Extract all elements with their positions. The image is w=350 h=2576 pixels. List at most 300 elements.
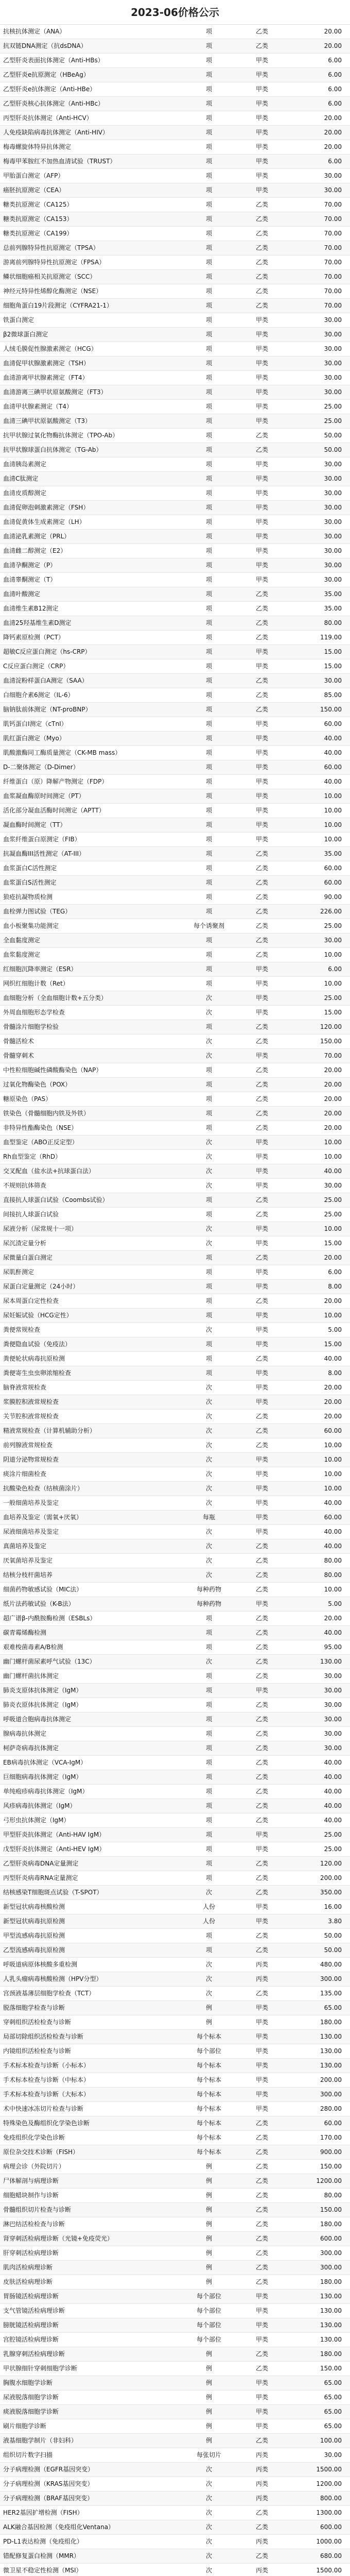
item-price: 20.00 xyxy=(290,126,350,140)
item-grade: 乙类 xyxy=(234,1352,290,1366)
table-row xyxy=(0,1727,350,1741)
item-unit: 次 xyxy=(184,1467,234,1482)
item-unit: 例 xyxy=(184,2405,234,2419)
item-grade: 乙类 xyxy=(234,299,290,313)
item-name: 尿本周蛋白定性检查 xyxy=(0,1294,184,1309)
item-name: 凝血酶时间测定（TT） xyxy=(0,818,184,833)
item-price: 10.00 xyxy=(290,789,350,804)
item-grade: 甲类 xyxy=(234,2030,290,2044)
item-name: 血培养及鉴定（需氧+厌氧） xyxy=(0,1511,184,1525)
item-grade: 甲类 xyxy=(234,732,290,746)
item-unit: 每个标本 xyxy=(184,2116,234,2131)
item-unit: 项 xyxy=(184,54,234,68)
item-unit: 项 xyxy=(184,328,234,342)
item-price: 16.00 xyxy=(290,1900,350,1914)
item-price: 70.00 xyxy=(290,212,350,227)
item-name: 宫腔镜活检病理诊断 xyxy=(0,2333,184,2347)
table-row xyxy=(0,2448,350,2463)
item-price: 30.00 xyxy=(290,457,350,472)
item-price: 180.00 xyxy=(290,2217,350,2232)
table-row xyxy=(0,587,350,602)
item-unit: 例 xyxy=(184,2217,234,2232)
item-price: 30.00 xyxy=(290,313,350,328)
item-name: 血小板聚集功能测定 xyxy=(0,919,184,934)
item-unit: 项 xyxy=(184,732,234,746)
item-grade: 甲类 xyxy=(234,140,290,155)
table-row xyxy=(0,126,350,140)
item-name: 血清促卵泡刺激素测定（FSH） xyxy=(0,501,184,515)
item-grade: 乙类 xyxy=(234,1092,290,1107)
item-grade: 甲类 xyxy=(234,2376,290,2391)
item-name: 甲型肝炎抗体测定（Anti-HAV IgM） xyxy=(0,1828,184,1842)
item-name: 血清叶酸测定 xyxy=(0,587,184,602)
item-unit: 每张切片 xyxy=(184,2448,234,2463)
table-row xyxy=(0,1713,350,1727)
item-name: 痰液脱落细胞学诊断 xyxy=(0,2405,184,2419)
item-price: 3.80 xyxy=(290,1914,350,1929)
item-name: 骨髓组织切片检查与诊断 xyxy=(0,2203,184,2217)
item-price: 70.00 xyxy=(290,227,350,241)
item-name: 糖类抗原测定（CA199） xyxy=(0,227,184,241)
table-row xyxy=(0,328,350,342)
item-grade: 甲类 xyxy=(234,2290,290,2304)
item-grade: 乙类 xyxy=(234,602,290,616)
item-unit: 项 xyxy=(184,342,234,357)
item-unit: 例 xyxy=(184,2174,234,2189)
item-price: 130.00 xyxy=(290,2290,350,2304)
item-grade: 甲类 xyxy=(234,1280,290,1294)
item-price: 226.00 xyxy=(290,905,350,919)
item-grade: 乙类 xyxy=(234,1121,290,1136)
price-table xyxy=(0,25,350,2576)
item-grade: 丙类 xyxy=(234,2564,290,2576)
item-grade: 甲类 xyxy=(234,659,290,674)
table-row xyxy=(0,530,350,544)
table-row xyxy=(0,1958,350,1972)
item-name: 巨细胞病毒抗体测定（IgM） xyxy=(0,1770,184,1785)
item-grade: 乙类 xyxy=(234,1626,290,1640)
item-unit: 次 xyxy=(184,2463,234,2477)
table-row xyxy=(0,68,350,82)
item-unit: 次 xyxy=(184,1972,234,1987)
item-unit: 项 xyxy=(184,212,234,227)
item-grade: 甲类 xyxy=(234,1222,290,1236)
item-price: 1000.00 xyxy=(290,2535,350,2549)
item-grade: 乙类 xyxy=(234,2145,290,2160)
item-grade: 甲类 xyxy=(234,328,290,342)
item-grade: 甲类 xyxy=(234,804,290,818)
item-price: 119.00 xyxy=(290,631,350,645)
item-grade: 甲类 xyxy=(234,717,290,732)
item-price: 70.00 xyxy=(290,241,350,256)
item-grade: 甲类 xyxy=(234,400,290,414)
table-row xyxy=(0,1482,350,1496)
table-row xyxy=(0,371,350,385)
table-row xyxy=(0,905,350,919)
item-price: 130.00 xyxy=(290,2304,350,2318)
table-row xyxy=(0,2044,350,2059)
item-price: 60.00 xyxy=(290,1424,350,1438)
item-price: 130.00 xyxy=(290,2059,350,2073)
item-price: 60.00 xyxy=(290,717,350,732)
item-name: 活化部分凝血活酶时间测定（APTT） xyxy=(0,804,184,818)
table-row xyxy=(0,2116,350,2131)
item-price: 135.00 xyxy=(290,1987,350,2001)
item-name: 血清三碘甲状原氨酸测定（T3） xyxy=(0,414,184,429)
item-unit: 次 xyxy=(184,1136,234,1150)
item-price: 150.00 xyxy=(290,2160,350,2174)
table-row xyxy=(0,1020,350,1035)
item-name: 柯萨奇病毒抗体测定 xyxy=(0,1741,184,1756)
item-unit: 项 xyxy=(184,385,234,400)
item-grade: 乙类 xyxy=(234,2520,290,2535)
item-name: 分子病理检测（BRAF基因突变） xyxy=(0,2492,184,2506)
item-name: 皮肤活检病理诊断 xyxy=(0,2275,184,2290)
item-name: 抗甲状腺球蛋白抗体测定（TG-Ab） xyxy=(0,443,184,457)
item-price: 30.00 xyxy=(290,674,350,688)
item-price: 25.00 xyxy=(290,1208,350,1222)
item-grade: 乙类 xyxy=(234,1799,290,1814)
item-name: 尿液细菌培养及鉴定 xyxy=(0,1525,184,1539)
item-grade: 甲类 xyxy=(234,2318,290,2333)
item-price: 8.00 xyxy=(290,1280,350,1294)
item-price: 10.00 xyxy=(290,1309,350,1323)
item-price: 6.00 xyxy=(290,82,350,97)
item-grade: 乙类 xyxy=(234,2362,290,2376)
item-grade: 甲类 xyxy=(234,68,290,82)
item-grade: 乙类 xyxy=(234,1741,290,1756)
item-name: 糖类抗原测定（CA153） xyxy=(0,212,184,227)
item-price: 40.00 xyxy=(290,775,350,789)
table-row xyxy=(0,1511,350,1525)
item-price: 40.00 xyxy=(290,1539,350,1554)
item-price: 20.00 xyxy=(290,1063,350,1078)
item-price: 10.00 xyxy=(290,818,350,833)
item-unit: 每个标本 xyxy=(184,2073,234,2088)
item-grade: 甲类 xyxy=(234,313,290,328)
item-unit: 次 xyxy=(184,1554,234,1568)
item-unit: 每个部位 xyxy=(184,2290,234,2304)
item-grade: 甲类 xyxy=(234,97,290,111)
table-row xyxy=(0,457,350,472)
item-grade: 乙类 xyxy=(234,1208,290,1222)
table-row xyxy=(0,2304,350,2318)
item-grade: 甲类 xyxy=(234,1900,290,1914)
item-name: 乳腺穿刺活检病理诊断 xyxy=(0,2347,184,2362)
item-price: 15.00 xyxy=(290,1337,350,1352)
item-grade: 甲类 xyxy=(234,169,290,183)
item-name: 胃肠镜活检病理诊断 xyxy=(0,2290,184,2304)
item-grade: 乙类 xyxy=(234,861,290,876)
item-grade: 甲类 xyxy=(234,1049,290,1063)
item-grade: 甲类 xyxy=(234,977,290,991)
item-name: 脱落细胞学检查与诊断 xyxy=(0,2001,184,2015)
table-row xyxy=(0,1107,350,1121)
item-name: 免疫组织化学染色诊断 xyxy=(0,2131,184,2145)
item-name: 抗双链DNA测定（抗dsDNA） xyxy=(0,39,184,54)
table-row xyxy=(0,140,350,155)
item-name: 血清维生素B12测定 xyxy=(0,602,184,616)
item-grade: 甲类 xyxy=(234,775,290,789)
item-grade: 丙类 xyxy=(234,2463,290,2477)
table-row xyxy=(0,1871,350,1886)
item-name: HER2基因扩增检测（FISH） xyxy=(0,2506,184,2520)
item-unit: 项 xyxy=(184,703,234,717)
item-name: 铁染色（骨髓细胞内铁及外铁） xyxy=(0,1107,184,1121)
item-unit: 次 xyxy=(184,1987,234,2001)
item-price: 30.00 xyxy=(290,934,350,948)
table-row xyxy=(0,1150,350,1164)
table-row xyxy=(0,1799,350,1814)
item-price: 30.00 xyxy=(290,1684,350,1698)
item-name: 骨髓涂片细胞学检验 xyxy=(0,1020,184,1035)
item-unit: 项 xyxy=(184,169,234,183)
item-unit: 项 xyxy=(184,1309,234,1323)
item-unit: 次 xyxy=(184,2549,234,2564)
item-name: 腺病毒抗体测定 xyxy=(0,1727,184,1741)
table-row xyxy=(0,515,350,530)
item-name: 抗凝血酶III活性测定（AT-III） xyxy=(0,847,184,861)
item-name: 乙型肝炎e抗原测定（HBeAg） xyxy=(0,68,184,82)
item-grade: 乙类 xyxy=(234,241,290,256)
item-unit: 次 xyxy=(184,991,234,1006)
item-name: 粪便轮状病毒抗原检测 xyxy=(0,1352,184,1366)
item-price: 30.00 xyxy=(290,472,350,486)
item-unit: 项 xyxy=(184,1669,234,1684)
item-name: 尸体解剖与病理诊断 xyxy=(0,2174,184,2189)
item-name: 支气管镜活检病理诊断 xyxy=(0,2304,184,2318)
item-unit: 例 xyxy=(184,2434,234,2448)
item-name: 浆膜腔积液常规检查 xyxy=(0,1395,184,1410)
table-row xyxy=(0,1756,350,1770)
item-price: 130.00 xyxy=(290,2318,350,2333)
item-price: 65.00 xyxy=(290,2001,350,2015)
item-name: 梅毒甲苯胺红不加热血清试验（TRUST） xyxy=(0,155,184,169)
item-unit: 项 xyxy=(184,616,234,631)
table-row xyxy=(0,1539,350,1554)
item-unit: 次 xyxy=(184,2492,234,2506)
table-row xyxy=(0,1121,350,1136)
item-price: 30.00 xyxy=(290,1741,350,1756)
item-price: 180.00 xyxy=(290,2275,350,2290)
item-unit: 次 xyxy=(184,1568,234,1583)
table-row xyxy=(0,1914,350,1929)
table-row xyxy=(0,2434,350,2448)
item-price: 70.00 xyxy=(290,284,350,299)
item-unit: 例 xyxy=(184,2275,234,2290)
item-unit: 例 xyxy=(184,2160,234,2174)
item-price: 15.00 xyxy=(290,645,350,659)
item-unit: 次 xyxy=(184,2477,234,2492)
item-grade: 乙类 xyxy=(234,2174,290,2189)
table-row xyxy=(0,1164,350,1179)
item-name: 梅毒螺旋体特异抗体测定 xyxy=(0,140,184,155)
item-price: 80.00 xyxy=(290,2189,350,2203)
item-grade: 甲类 xyxy=(234,818,290,833)
item-unit: 项 xyxy=(184,573,234,587)
item-unit: 项 xyxy=(184,501,234,515)
item-grade: 乙类 xyxy=(234,1251,290,1265)
table-row xyxy=(0,674,350,688)
item-unit: 项 xyxy=(184,227,234,241)
item-name: 血清泌乳素测定（PRL） xyxy=(0,530,184,544)
item-unit: 次 xyxy=(184,1424,234,1438)
item-unit: 项 xyxy=(184,833,234,847)
item-price: 20.00 xyxy=(290,1612,350,1626)
item-price: 680.00 xyxy=(290,2549,350,2564)
table-row xyxy=(0,198,350,212)
item-price: 65.00 xyxy=(290,2419,350,2434)
item-price: 600.00 xyxy=(290,2232,350,2246)
item-unit: 项 xyxy=(184,140,234,155)
item-grade: 甲类 xyxy=(234,501,290,515)
item-price: 50.00 xyxy=(290,1943,350,1958)
item-grade: 丙类 xyxy=(234,2535,290,2549)
item-unit: 例 xyxy=(184,2347,234,2362)
item-price: 30.00 xyxy=(290,573,350,587)
table-row xyxy=(0,1078,350,1092)
item-name: 膀胱镜活检病理诊断 xyxy=(0,2318,184,2333)
table-row xyxy=(0,97,350,111)
table-row xyxy=(0,1063,350,1078)
item-grade: 乙类 xyxy=(234,1943,290,1958)
item-unit: 例 xyxy=(184,2391,234,2405)
item-name: 交叉配血（盐水法+抗球蛋白法） xyxy=(0,1164,184,1179)
item-unit: 项 xyxy=(184,847,234,861)
item-price: 15.00 xyxy=(290,659,350,674)
table-row xyxy=(0,2001,350,2015)
item-grade: 乙类 xyxy=(234,2434,290,2448)
item-unit: 次 xyxy=(184,1886,234,1900)
item-unit: 次 xyxy=(184,1150,234,1164)
item-price: 40.00 xyxy=(290,1626,350,1640)
item-unit: 项 xyxy=(184,1208,234,1222)
table-row xyxy=(0,2318,350,2333)
item-unit: 项 xyxy=(184,198,234,212)
item-name: 新型冠状病毒抗原检测 xyxy=(0,1914,184,1929)
item-unit: 每种药物 xyxy=(184,1597,234,1612)
item-grade: 甲类 xyxy=(234,645,290,659)
table-row xyxy=(0,1467,350,1482)
table-row xyxy=(0,2405,350,2419)
item-grade: 乙类 xyxy=(234,1438,290,1453)
item-name: 骨髓活检术 xyxy=(0,1035,184,1049)
item-grade: 乙类 xyxy=(234,587,290,602)
item-name: 微卫星不稳定性检测（MSI） xyxy=(0,2564,184,2576)
item-unit: 项 xyxy=(184,97,234,111)
item-unit: 项 xyxy=(184,183,234,198)
item-unit: 项 xyxy=(184,1251,234,1265)
item-unit: 项 xyxy=(184,1121,234,1136)
item-name: 血清雌二醇测定（E2） xyxy=(0,544,184,558)
item-unit: 项 xyxy=(184,1092,234,1107)
table-row xyxy=(0,241,350,256)
item-name: 碳青霉烯酶检测 xyxy=(0,1626,184,1640)
item-unit: 项 xyxy=(184,789,234,804)
table-row xyxy=(0,2217,350,2232)
item-name: C反应蛋白测定（CRP） xyxy=(0,659,184,674)
table-row xyxy=(0,1741,350,1756)
item-unit: 次 xyxy=(184,1655,234,1669)
item-grade: 乙类 xyxy=(234,1078,290,1092)
item-grade: 乙类 xyxy=(234,1785,290,1799)
item-name: 呼吸道合胞病毒抗体测定 xyxy=(0,1713,184,1727)
table-row xyxy=(0,1972,350,1987)
item-name: 血清孕酮测定（P） xyxy=(0,558,184,573)
table-row xyxy=(0,284,350,299)
item-grade: 甲类 xyxy=(234,530,290,544)
item-unit: 项 xyxy=(184,472,234,486)
item-grade: 甲类 xyxy=(234,1828,290,1842)
table-row xyxy=(0,299,350,313)
item-name: 脑脊液常规检查 xyxy=(0,1381,184,1395)
table-row xyxy=(0,25,350,39)
item-unit: 例 xyxy=(184,2362,234,2376)
item-unit: 项 xyxy=(184,1612,234,1626)
table-row xyxy=(0,573,350,587)
table-row xyxy=(0,414,350,429)
item-grade: 乙类 xyxy=(234,1698,290,1713)
item-name: 厌氧菌培养及鉴定 xyxy=(0,1554,184,1568)
item-name: 甲状腺细针穿刺细胞学诊断 xyxy=(0,2362,184,2376)
item-grade: 乙类 xyxy=(234,2189,290,2203)
item-name: 人乳头瘤病毒核酸检测（HPV分型） xyxy=(0,1972,184,1987)
table-row xyxy=(0,1410,350,1424)
item-grade: 乙类 xyxy=(234,2131,290,2145)
table-row xyxy=(0,2463,350,2477)
item-name: 幽门螺杆菌尿素呼气试验（13C） xyxy=(0,1655,184,1669)
item-name: 前列腺液常规检查 xyxy=(0,1438,184,1453)
table-row xyxy=(0,2189,350,2203)
item-price: 20.00 xyxy=(290,1078,350,1092)
item-name: 血浆黏度测定 xyxy=(0,948,184,962)
item-name: 肌肉活检病理诊断 xyxy=(0,2261,184,2275)
item-unit: 项 xyxy=(184,558,234,573)
item-name: 血清促甲状腺激素测定（TSH） xyxy=(0,357,184,371)
item-price: 6.00 xyxy=(290,54,350,68)
item-name: 甲型流感病毒抗原检测 xyxy=(0,1929,184,1943)
item-price: 120.00 xyxy=(290,1020,350,1035)
table-row xyxy=(0,212,350,227)
item-name: 人免疫缺陷病毒抗体测定（Anti-HIV） xyxy=(0,126,184,140)
item-name: 血清25羟基维生素D测定 xyxy=(0,616,184,631)
item-price: 600.00 xyxy=(290,2520,350,2535)
item-name: 铁蛋白测定 xyxy=(0,313,184,328)
table-row xyxy=(0,2015,350,2030)
item-grade: 甲类 xyxy=(234,544,290,558)
table-row xyxy=(0,169,350,183)
item-name: 艰难梭菌毒素A/B检测 xyxy=(0,1640,184,1655)
item-price: 35.00 xyxy=(290,847,350,861)
table-row xyxy=(0,789,350,804)
item-name: 非特异性酯酶染色（NSE） xyxy=(0,1121,184,1136)
item-price: 25.00 xyxy=(290,414,350,429)
item-grade: 甲类 xyxy=(234,1842,290,1857)
item-grade: 乙类 xyxy=(234,876,290,890)
item-unit: 项 xyxy=(184,1756,234,1770)
table-row xyxy=(0,2506,350,2520)
table-row xyxy=(0,82,350,97)
item-name: 粪便常规检查 xyxy=(0,1323,184,1337)
item-price: 20.00 xyxy=(290,1410,350,1424)
table-row xyxy=(0,1265,350,1280)
item-price: 50.00 xyxy=(290,1929,350,1943)
item-grade: 甲类 xyxy=(234,385,290,400)
item-grade: 甲类 xyxy=(234,342,290,357)
item-unit: 次 xyxy=(184,2520,234,2535)
item-grade: 乙类 xyxy=(234,2160,290,2174)
item-grade: 乙类 xyxy=(234,256,290,270)
